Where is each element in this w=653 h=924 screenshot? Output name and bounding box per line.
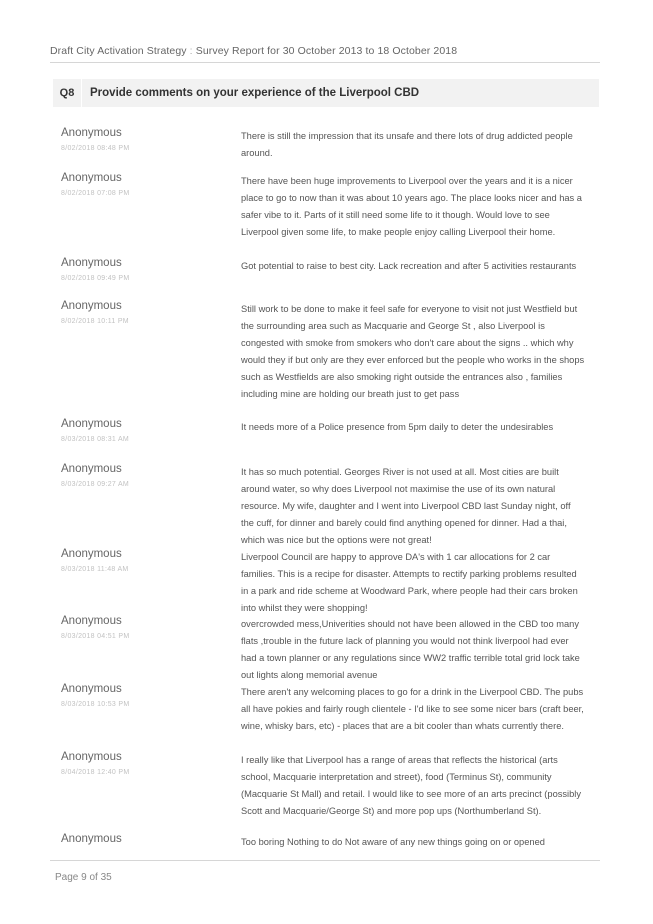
footer-divider	[50, 860, 600, 861]
response-comment: There aren't any welcoming places to go for a drink in the Liverpool CBD. The pubs all have pokies and fairly rough clientele - I'd like to see some nicer bars (craft beer, wine, whisky bars, etc) - places that are a bit cooler than whats currently there.	[241, 687, 584, 731]
respondent-name: Anonymous	[61, 418, 122, 430]
response-comment: There is still the impression that its unsafe and there lots of drug addicted people around.	[241, 131, 573, 158]
page-label: Page	[55, 872, 79, 883]
report-title: Draft City Activation Strategy	[50, 45, 187, 57]
question-bar	[53, 79, 599, 107]
response-comment: overcrowded mess,Univerities should not have been allowed in the CBD too many flats ,trouble in the future lack of planning you would not think liverpool had ever had a town planner or any regulations since WW2 traffic terrible total grid lock take out lights along memorial avenue	[241, 619, 580, 680]
response-date: 8/03/2018 10:53 PM	[61, 701, 130, 708]
respondent-name: Anonymous	[61, 548, 122, 560]
response-comment: I really like that Liverpool has a range of areas that reflects the historical (arts school, Macquarie interpretation and street), food (Terminus St), community (Macquarie St Mall) and retail. I would like to see more of an arts precinct (possibly Scott and Macquarie/George St) and more pop ups (Northumberland St).	[241, 755, 581, 816]
page-header	[50, 45, 600, 57]
response-date: 8/02/2018 09:49 PM	[61, 275, 130, 282]
response-comment: There have been huge improvements to Liverpool over the years and it is a nicer place to go to now than it was about 10 years ago. The place looks nicer and has a safer vibe to it. Parts of it still need some life to it though. Would love to see Liverpool given some life, to make people enjoy calling Liverpool their home.	[241, 176, 582, 237]
page-number: 9	[81, 872, 87, 883]
total-pages: 35	[100, 872, 112, 883]
response-comment: It has so much potential. Georges River is not used at all. Most cities are built around water, so why does Liverpool not maximise the use of its own natural resource. My wife, daughter and I went into Liverpool CBD last Sunday night, off the cuff, for dinner and barely could find anything opened for dinner. Had a thai, which was nice but the options were not great!	[241, 467, 571, 545]
response-date: 8/02/2018 10:11 PM	[61, 318, 129, 325]
respondent-name: Anonymous	[61, 172, 122, 184]
report-subtitle: Survey Report for 30 October 2013 to 18 October 2018	[195, 45, 458, 57]
response-date: 8/03/2018 09:27 AM	[61, 481, 130, 488]
response-date: 8/02/2018 07:08 PM	[61, 190, 130, 197]
respondent-name: Anonymous	[61, 127, 122, 139]
response-comment: Liverpool Council are happy to approve DA's with 1 car allocations for 2 car families. This is a recipe for disaster. Attempts to rectify parking problems resulted in a park and ride scheme at Woodward Park, where people had their cars broken into whilst they were shopping!	[241, 552, 578, 613]
page-of-label: of	[89, 872, 98, 883]
question-title: Provide comments on your experience of the Liverpool CBD	[90, 87, 420, 99]
response-comment: Got potential to raise to best city. Lack recreation and after 5 activities restaurants	[241, 261, 577, 271]
respondent-name: Anonymous	[61, 683, 122, 695]
header-divider	[50, 62, 600, 63]
response-date: 8/04/2018 12:40 PM	[61, 769, 130, 776]
respondent-name: Anonymous	[61, 751, 122, 763]
response-date: 8/03/2018 08:31 AM	[61, 436, 130, 443]
header-separator: :	[189, 45, 193, 57]
respondent-name: Anonymous	[61, 300, 122, 312]
response-comment: Still work to be done to make it feel safe for everyone to visit not just Westfield but the surrounding area such as Macquarie and George St , also Liverpool is congested with smoke from smokers who don't care about the signs .. which why would they if but only are they ever enforced but the people who works in the shops such as Westfields are also smoking right outside the entrances also , families including mine are holding our breath just to get pass	[241, 304, 585, 399]
question-number: Q8	[53, 79, 82, 107]
response-date: 8/03/2018 11:48 AM	[61, 566, 129, 573]
respondent-name: Anonymous	[61, 463, 122, 475]
response-comment: Too boring Nothing to do Not aware of any new things going on or opened	[241, 837, 545, 847]
page-footer	[55, 872, 112, 883]
respondent-name: Anonymous	[61, 615, 122, 627]
response-date: 8/02/2018 08:48 PM	[61, 145, 130, 152]
respondent-name: Anonymous	[61, 833, 122, 845]
respondent-name: Anonymous	[61, 257, 122, 269]
response-date: 8/03/2018 04:51 PM	[61, 633, 130, 640]
response-comment: It needs more of a Police presence from 5pm daily to deter the undesirables	[241, 422, 554, 432]
